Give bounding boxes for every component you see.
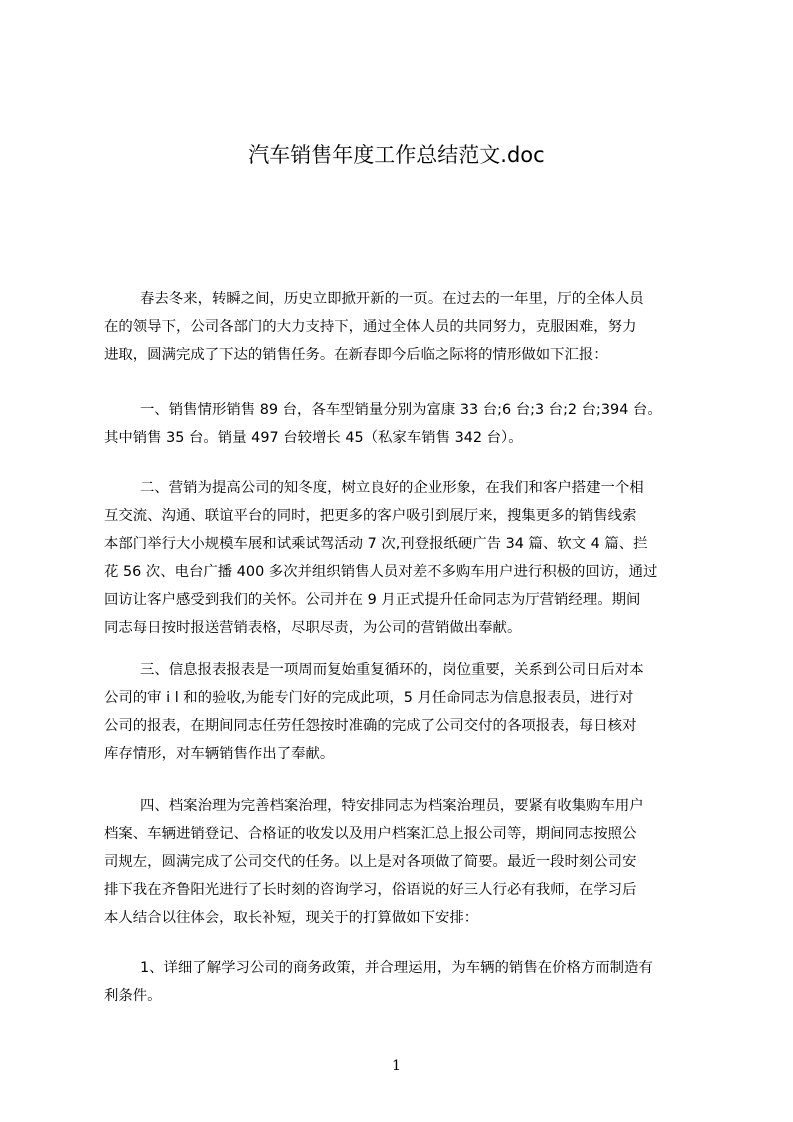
paragraph-line: 二、营销为提高公司的知冬度，树立良好的企业形象，在我们和客户搭建一个相 — [140, 480, 644, 496]
paragraph-line: 司规左，圆满完成了公司交代的任务。以上是对各项做了简要。最近一段时刻公司安 — [104, 854, 637, 870]
paragraph-line: 利条件。 — [104, 988, 162, 1004]
paragraph-line: 春去冬来，转瞬之间，历史立即掀开新的一页。在过去的一年里，厅的全体人员 — [140, 291, 644, 307]
paragraph-archives — [104, 792, 700, 932]
paragraph-line: 本人结合以往体会，取长补短，现关于的打算做如下安排： — [104, 910, 479, 926]
paragraph-line: 三、信息报表报表是一项周而复始重复循环的，岗位重要，关系到公司日后对本 — [140, 662, 644, 678]
paragraph-line: 四、档案治理为完善档案治理，特安排同志为档案治理员，要紧有收集购车用户 — [140, 798, 644, 814]
paragraph-line: 回访让客户感受到我们的关怀。公司并在 9 月正式提升任命同志为厅营销经理。期间 — [104, 592, 641, 608]
document-title: 汽车销售年度工作总结范文.doc — [248, 143, 545, 167]
paragraph-line: 公司的报表，在期间同志任劳任怨按时准确的完成了公司交付的各项报表，每日核对 — [104, 718, 637, 734]
paragraph-line: 互交流、沟通、联谊平台的同时，把更多的客户吸引到展厅来，搜集更多的销售线索 — [104, 508, 637, 524]
paragraph-line: 库存情形，对车辆销售作出了奉献。 — [104, 746, 335, 762]
page-number: 1 — [392, 1058, 401, 1074]
paragraph-line: 花 56 次、电台广播 400 多次并组织销售人员对差不多购车用户进行积极的回访，通过 — [104, 564, 658, 580]
paragraph-intro — [104, 285, 700, 369]
paragraph-plan-item-1 — [104, 954, 700, 1010]
paragraph-line: 其中销售 35 台。销量 497 台较增长 45（私家车销售 342 台）。 — [104, 430, 523, 446]
paragraph-sales — [104, 396, 700, 452]
paragraph-line: 进取，圆满完成了下达的销售任务。在新春即今后临之际将的情形做如下汇报： — [104, 347, 608, 363]
paragraph-marketing — [104, 474, 700, 642]
paragraph-line: 档案、车辆进销登记、合格证的收发以及用户档案汇总上报公司等，期间同志按照公 — [104, 826, 637, 842]
paragraph-line: 排下我在齐鲁阳光进行了长时刻的咨询学习，俗语说的好三人行必有我师，在学习后 — [104, 882, 637, 898]
paragraph-line: 在的领导下，公司各部门的大力支持下，通过全体人员的共同努力，克服困难，努力 — [104, 319, 637, 335]
paragraph-line: 公司的审 i l 和的验收,为能专门好的完成此项，5 月任命同志为信息报表员，进行对 — [104, 690, 634, 706]
paragraph-line: 1、详细了解学习公司的商务政策，并合理运用，为车辆的销售在价格方而制造有 — [140, 960, 653, 976]
paragraph-reports — [104, 656, 700, 768]
paragraph-line: 本部门举行大小规模车展和试乘试驾活动 7 次,刊登报纸硬广告 34 篇、软文 4 篇、拦 — [104, 536, 648, 552]
paragraph-line: 一、销售情形销售 89 台，各车型销量分别为富康 33 台;6 台;3 台;2 台;394 台。 — [140, 402, 662, 418]
paragraph-line: 同志每日按时报送营销表格，尽职尽责，为公司的营销做出奉献。 — [104, 620, 522, 636]
